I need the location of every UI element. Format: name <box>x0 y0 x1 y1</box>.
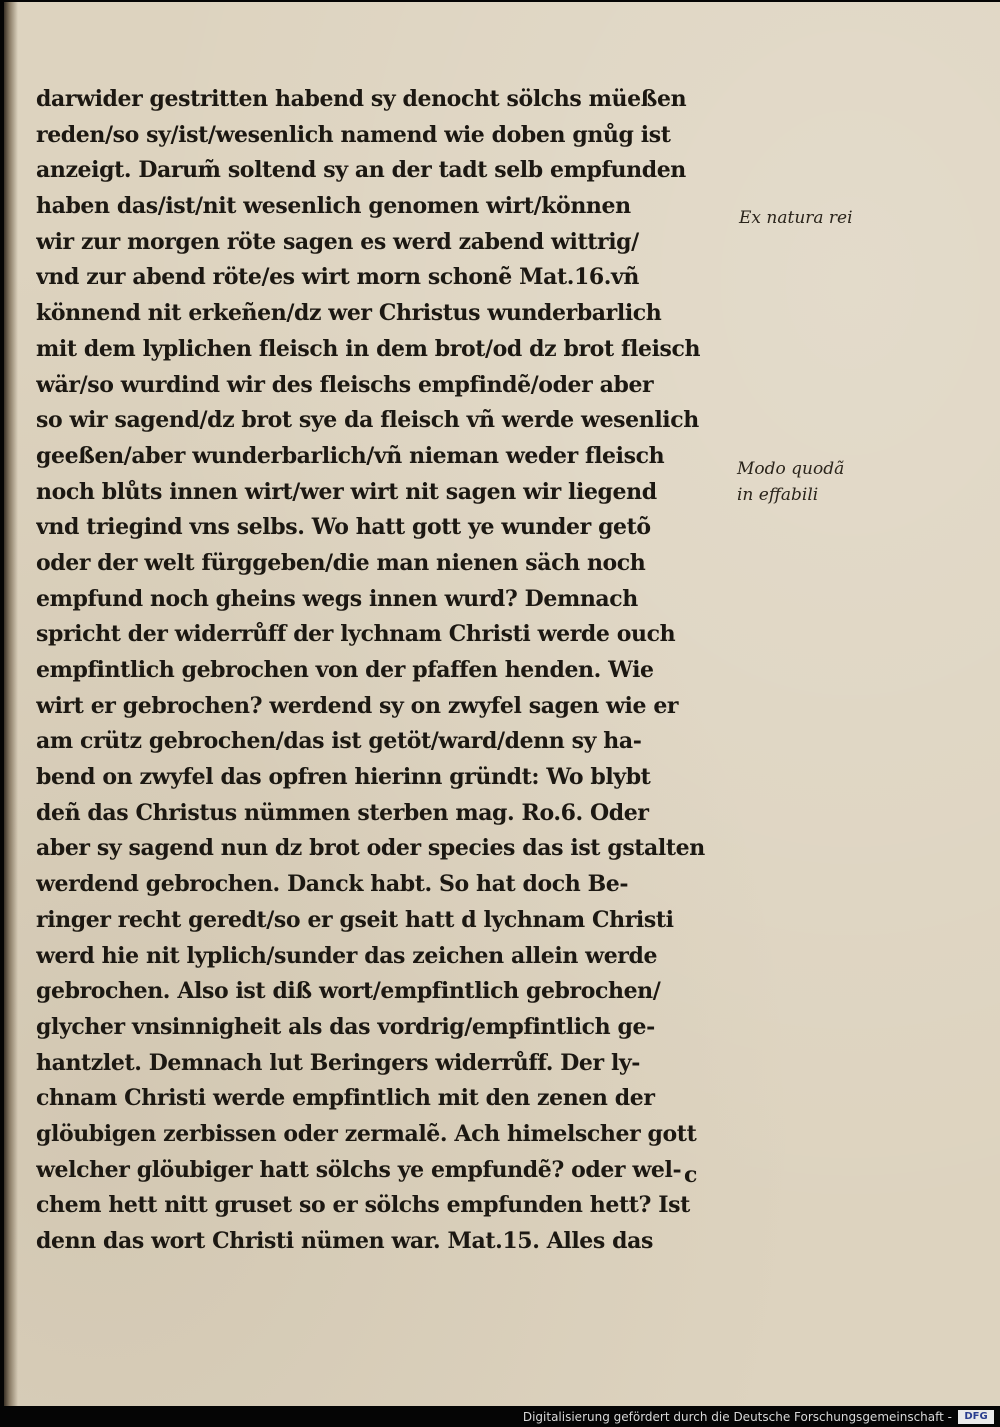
text-line: deñ das Christus nümmen sterben mag. Ro.6. Oder <box>36 799 649 826</box>
text-line: wirt er gebrochen? werdend sy on zwyfel sagen wie er <box>36 692 679 719</box>
signature-mark: c <box>684 1162 698 1188</box>
text-line: reden/so sy/ist/wesenlich namend wie doben gnůg ist <box>36 121 671 148</box>
text-line: aber sy sagend nun dz brot oder species das ist gstalten <box>36 835 705 862</box>
text-line: spricht der widerrůff der lychnam Christi werde ouch <box>36 621 676 648</box>
text-line: hantzlet. Demnach lut Beringers widerrůff. Der ly- <box>36 1049 641 1076</box>
text-line: geeßen/aber wunderbarlich/vñ nieman weder fleisch <box>36 442 665 469</box>
text-line: empfund noch gheins wegs innen wurd? Demnach <box>36 585 638 612</box>
text-line: so wir sagend/dz brot sye da fleisch vñ werde wesenlich <box>36 407 699 434</box>
text-line: werd hie nit lyplich/sunder das zeichen allein werde <box>36 942 658 969</box>
text-line: wär/so wurdind wir des fleischs empfindẽ/oder aber <box>36 371 654 398</box>
text-line: glöubigen zerbissen oder zermalẽ. Ach himelscher gott <box>36 1120 697 1147</box>
text-line: wir zur morgen röte sagen es werd zabend wittrig/ <box>36 228 639 255</box>
text-line: chnam Christi werde empfintlich mit den zenen der <box>36 1085 655 1112</box>
text-line: anzeigt. Darum̃ soltend sy an der tadt selb empfunden <box>36 157 686 184</box>
funding-credit: Digitalisierung gefördert durch die Deutsche Forschungsgemeinschaft - <box>522 1410 952 1424</box>
dfg-logo: DFG <box>958 1410 994 1424</box>
margin-note-line: in effabili <box>737 485 819 505</box>
book-page <box>4 2 1000 1406</box>
text-line: haben das/ist/nit wesenlich genomen wirt/können <box>36 193 631 220</box>
text-line: chem hett nitt gruset so er sölchs empfunden hett? Ist <box>36 1192 690 1219</box>
text-line: am crütz gebrochen/das ist getöt/ward/denn sy ha- <box>36 728 642 755</box>
text-line: oder der welt fürggeben/die man nienen säch noch <box>36 549 646 576</box>
margin-note-group <box>737 456 844 508</box>
text-line: noch blůts innen wirt/wer wirt nit sagen wir liegend <box>36 478 657 505</box>
text-line: empfintlich gebrochen von der pfaffen henden. Wie <box>36 657 654 683</box>
text-line: vnd zur abend röte/es wirt morn schonẽ Mat.16.vñ <box>36 264 640 291</box>
main-text-block <box>36 82 736 1260</box>
text-line: ringer recht geredt/so er gseit hatt d lychnam Christi <box>36 906 674 933</box>
footer-bar <box>0 1406 1000 1427</box>
margin-note: Ex natura rei <box>739 208 853 228</box>
text-line: werdend gebrochen. Danck habt. So hat doch Be- <box>36 871 629 898</box>
text-line: könnend nit erkeñen/dz wer Christus wunderbarlich <box>36 300 662 327</box>
text-line: mit dem lyplichen fleisch in dem brot/od dz brot fleisch <box>36 335 701 362</box>
text-line: glycher vnsinnigheit als das vordrig/empfintlich ge- <box>36 1013 655 1040</box>
margin-note-line: Modo quodã <box>737 459 845 479</box>
text-line: vnd triegind vns selbs. Wo hatt gott ye wunder getõ <box>36 514 651 541</box>
text-line: welcher glöubiger hatt sölchs ye empfundẽ? oder wel- <box>36 1156 682 1183</box>
text-line: bend on zwyfel das opfren hierinn gründt: Wo blybt <box>36 764 651 791</box>
text-line: gebrochen. Also ist diß wort/empfintlich gebrochen/ <box>36 978 661 1005</box>
text-line: denn das wort Christi nümen war. Mat.15. Alles das <box>36 1228 653 1254</box>
page-binding-edge <box>4 2 18 1406</box>
text-line: darwider gestritten habend sy denocht sölchs müeßen <box>36 86 687 112</box>
